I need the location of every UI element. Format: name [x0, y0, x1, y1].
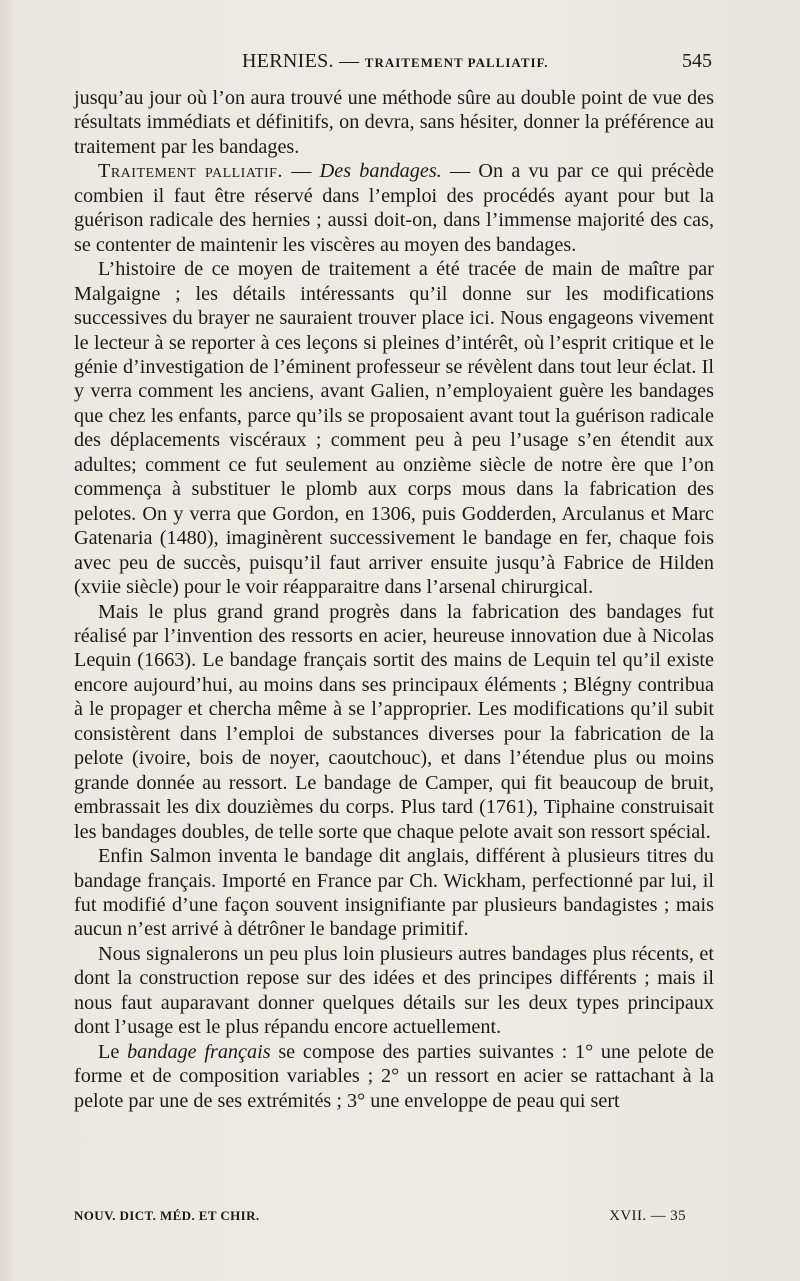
- page-number: 545: [682, 50, 712, 72]
- footer-publication: NOUV. DICT. MÉD. ET CHIR.: [74, 1208, 260, 1223]
- paragraph-french-bandage: [74, 1040, 714, 1113]
- page-footer: [74, 1208, 714, 1228]
- paragraph-palliative-treatment: [74, 159, 714, 257]
- term-french-bandage: bandage français: [127, 1040, 271, 1063]
- paragraph-history: L’histoire de ce moyen de traitement a été tracée de main de maître par Malgaigne ; les détails intéressants qu’il donne sur les modifications successives du brayer ne sauraient trouver place ici. Nous engageons vivement le lecteur à se reporter à ces leçons si pleines d’intérêt, où l’esprit critique et le génie d’investigation de l’éminent professeur se révèlent dans tout leur éclat. Il y verra comment les anciens, avant Galien, n’employaient guère les bandages que chez les enfants, parce qu’ils se proposaient avant tout la guérison radicale des déplacements viscéraux ; comment peu à peu l’usage s’en étendit aux adultes; comment ce fut seulement au onzième siècle de notre ère que l’on commença à substituer le plomb aux corps mous dans la fabrication des pelotes. On y verra que Gordon, en 1306, puis Godderden, Arculanus et Marc Gatenaria (1480), imaginèrent successivement le bandage en fer, chaque fois avec peu de succès, puisqu’il faut arriver ensuite jusqu’à Fabrice de Hilden (xviie siècle) pour le voir réapparaitre dans l’arsenal chirurgical.: [74, 258, 714, 599]
- paragraph-text: se compose des parties suivantes : 1° une pelote de forme et de composition variables ; 2° un ressort en acier se rattachant à la pelote par une de ses extrémités ; 3° une enveloppe de peau qui sert: [74, 1040, 714, 1112]
- running-header: [74, 50, 714, 74]
- paragraph-text: — On a vu par ce qui précède combien il faut être réservé dans l’emploi des procédés ayant pour but la guérison radicale des hernies ; aussi doit-on, dans l’immense majorité des cas, se contenter de maintenir les viscères au moyen des bandages.: [74, 160, 714, 256]
- section-title: TRAITEMENT PALLIATIF.: [364, 55, 549, 70]
- footer-volume-signature: XVII. — 35: [609, 1208, 686, 1224]
- section-heading: Traitement palliatif.: [98, 160, 283, 183]
- header-dash: —: [339, 50, 360, 72]
- heading-dash: —: [282, 160, 320, 183]
- page-body: [74, 86, 714, 1113]
- paragraph-steel-springs: Mais le plus grand grand progrès dans la fabrication des bandages fut réalisé par l’invention des ressorts en acier, heureuse innovation due à Nicolas Lequin (1663). Le bandage français sortit des mains de Lequin tel qu’il existe encore aujourd’hui, au moins dans ses principaux éléments ; Blégny contribua à le propager et chercha même à se l’approprier. Les modifications qu’il subit consistèrent dans l’emploi de substances diverses pour la fabrication de la pelote (ivoire, bois de noyer, caoutchouc), et dans l’étendue plus ou moins grande donnée au ressort. Le bandage de Camper, qui fit beaucoup de bruit, embrassait les dix douzièmes du corps. Plus tard (1761), Tiphaine construisait les bandages doubles, de telle sorte que chaque pelote avait son ressort spécial.: [74, 600, 714, 843]
- section-subheading: Des bandages.: [319, 160, 442, 183]
- paragraph-lead: Le: [98, 1040, 128, 1063]
- running-title: [242, 50, 549, 73]
- paragraph-other-bandages: Nous signalerons un peu plus loin plusieurs autres bandages plus récents, et dont la construction repose sur des idées et des principes différents ; mais il nous faut auparavant donner quelques détails sur les deux types principaux dont l’usage est le plus répandu encore actuellement.: [74, 942, 714, 1039]
- paragraph-english-bandage: Enfin Salmon inventa le bandage dit anglais, différent à plusieurs titres du bandage français. Importé en France par Ch. Wickham, perfectionné par lui, il fut modifié d’une façon souvent insignifiante par plusieurs bandagistes ; mais aucun n’est arrivé à détrôner le bandage primitif.: [74, 845, 714, 941]
- chapter-title: HERNIES.: [242, 50, 334, 72]
- paragraph-continuation: jusqu’au jour où l’on aura trouvé une méthode sûre au double point de vue des résultats immédiats et définitifs, on devra, sans hésiter, donner la préférence au traitement par les bandages.: [74, 87, 714, 158]
